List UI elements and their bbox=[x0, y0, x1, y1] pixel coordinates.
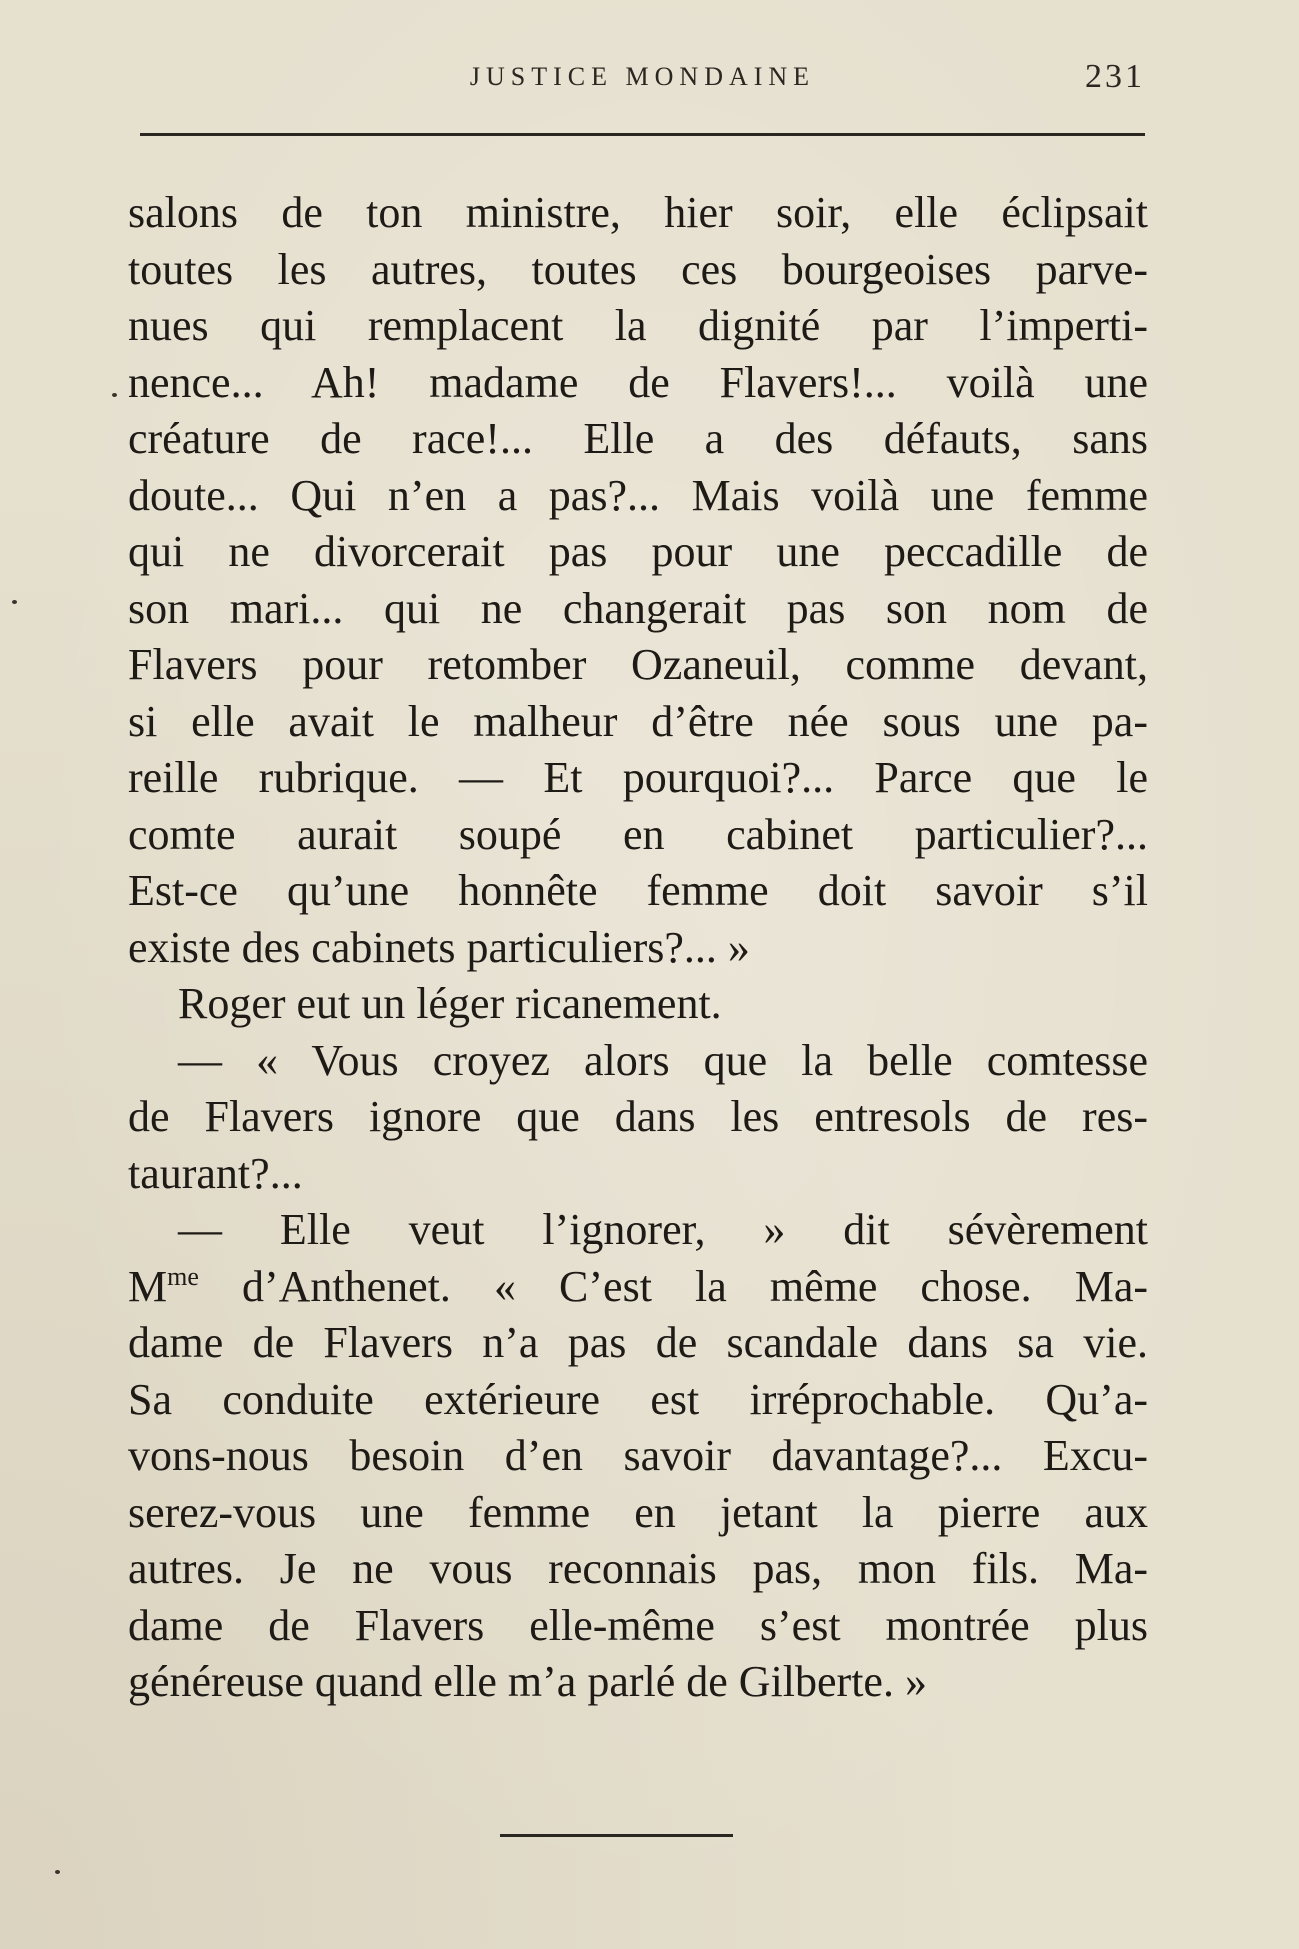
text-line-19: — Elle veut l’ignorer, » dit sévèrement bbox=[178, 1205, 1148, 1254]
text-line-23: vons-nous besoin d’en savoir davantage?... Excu- bbox=[128, 1431, 1148, 1480]
text-line-6: doute... Qui n’en a pas?... Mais voilà une femme bbox=[128, 470, 1148, 520]
text-line-7: qui ne divorcerait pas pour une peccadille de bbox=[128, 527, 1148, 576]
text-line-17: de Flavers ignore que dans les entresols de res- bbox=[128, 1092, 1148, 1141]
text-line-11: reille rubrique. — Et pourquoi?... Parce que le bbox=[128, 753, 1148, 802]
text-line-14: existe des cabinets particuliers?... » bbox=[128, 922, 750, 972]
paper-speck bbox=[112, 393, 117, 397]
text-line-27: généreuse quand elle m’a parlé de Gilberte. » bbox=[128, 1657, 927, 1706]
text-line-15: Roger eut un léger ricanement. bbox=[178, 979, 722, 1028]
text-line-24: serez-vous une femme en jetant la pierre aux bbox=[128, 1487, 1148, 1537]
text-line-2: toutes les autres, toutes ces bourgeoises parve- bbox=[128, 244, 1148, 294]
footer-rule bbox=[500, 1834, 733, 1837]
page-number: 231 bbox=[1085, 58, 1145, 95]
text-line-25: autres. Je ne vous reconnais pas, mon fils. Ma- bbox=[128, 1544, 1148, 1593]
text-line-18: taurant?... bbox=[128, 1148, 303, 1198]
text-line-20 bbox=[128, 1259, 1148, 1316]
paper-speck bbox=[55, 1870, 60, 1874]
text-line-4: nence... Ah! madame de Flavers!... voilà une bbox=[128, 357, 1148, 407]
text-line-1: salons de ton ministre, hier soir, elle éclipsait bbox=[128, 188, 1148, 237]
text-line-5: créature de race!... Elle a des défauts, sans bbox=[128, 414, 1148, 463]
text-line-9: Flavers pour retomber Ozaneuil, comme devant, bbox=[128, 640, 1148, 689]
text-line-21: dame de Flavers n’a pas de scandale dans sa vie. bbox=[128, 1318, 1148, 1367]
page-header bbox=[140, 58, 1145, 102]
paper-speck bbox=[12, 600, 17, 604]
abbr-m: M bbox=[128, 1261, 168, 1311]
text-line-22: Sa conduite extérieure est irréprochable. Qu’a- bbox=[128, 1374, 1148, 1424]
text-line-10: si elle avait le malheur d’être née sous une pa- bbox=[128, 696, 1148, 746]
text-line-16: — « Vous croyez alors que la belle comtesse bbox=[178, 1035, 1148, 1085]
text-line-12: comte aurait soupé en cabinet particulier?... bbox=[128, 809, 1148, 859]
text-line-26: dame de Flavers elle-même s’est montrée plus bbox=[128, 1600, 1148, 1650]
text-line-20-rest: d’Anthenet. « C’est la même chose. Ma- bbox=[241, 1261, 1148, 1311]
text-line-8: son mari... qui ne changerait pas son nom de bbox=[128, 583, 1148, 633]
body-text bbox=[128, 185, 1148, 1711]
abbr-superscript: me bbox=[167, 1261, 199, 1291]
text-line-3: nues qui remplacent la dignité par l’imperti- bbox=[128, 301, 1148, 350]
running-title: JUSTICE MONDAINE bbox=[469, 62, 816, 91]
text-line-13: Est-ce qu’une honnête femme doit savoir s’il bbox=[128, 866, 1148, 915]
header-rule bbox=[140, 133, 1145, 136]
